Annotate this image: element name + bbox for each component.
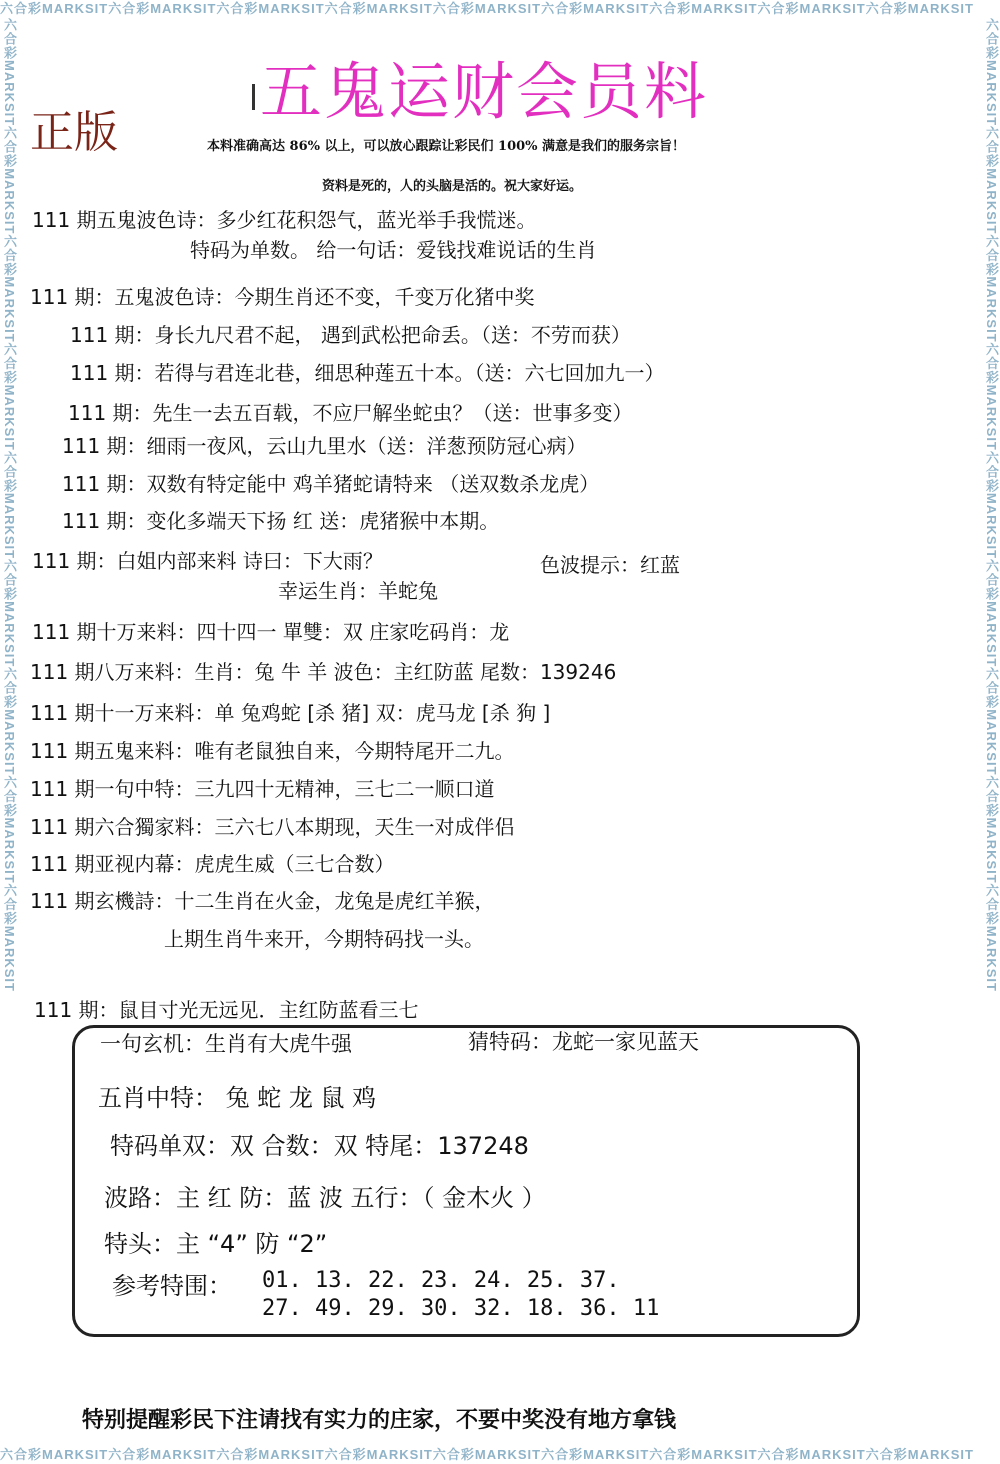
line-100k: 111 期十万来料：四十四一 單雙：双 庄家吃码肖：龙: [32, 620, 510, 644]
watermark-bottom: 六合彩MARKSIT六合彩MARKSIT六合彩MARKSIT六合彩MARKSIT六合彩MARKSIT六合彩MARKSIT六合彩MARKSIT六合彩MARKSIT六合彩MARKSIT: [0, 1447, 974, 1462]
page-title: 五鬼运财会员料: [260, 55, 709, 128]
box-ref-row1: 01. 13. 22. 23. 24. 25. 37.: [262, 1268, 620, 1293]
line-verse-5: 111 期：双数有特定能中 鸡羊猪蛇请特来 （送双数杀龙虎）: [62, 472, 600, 496]
line-lucky-zodiac: 幸运生肖：羊蛇兔: [278, 579, 438, 603]
accuracy-note: 本料准确高达 86% 以上，可以放心跟踪让彩民们 100% 满意是我们的服务宗旨！: [207, 139, 686, 154]
line-atv: 111 期亚视内幕：虎虎生威（三七合数）: [30, 852, 395, 876]
box-guess: 猜特码：龙蛇一家见蓝天: [468, 1030, 699, 1054]
watermark-left: 六合彩MARKSIT六合彩MARKSIT六合彩MARKSIT六合彩MARKSIT六合彩MARKSIT六合彩MARKSIT六合彩MARKSIT六合彩MARKSIT六合彩MARKSIT: [2, 18, 17, 992]
line-verse-4: 111 期：细雨一夜风，云山九里水（送：洋葱预防冠心病）: [62, 434, 587, 458]
line-odd-hint: 特码为单数。 给一句话：爱钱找难说话的生肖: [190, 238, 597, 262]
line-verse-2: 111 期：若得与君连北巷，细思种莲五十本。（送：六七回加九一）: [70, 361, 665, 385]
line-verse-1: 111 期：身长九尺君不起， 遇到武松把命丢。（送：不劳而获）: [70, 323, 631, 347]
line-rat-eye: 111 期：鼠目寸光无远见．主红防蓝看三七: [34, 998, 419, 1022]
box-ref-row2: 27. 49. 29. 30. 32. 18. 36. 11: [262, 1296, 660, 1321]
box-wave: 波路：主 红 防：蓝 波 五行：（ 金木火 ）: [104, 1184, 546, 1212]
box-ref-label: 参考特围：: [112, 1272, 232, 1300]
line-verse-3: 111 期：先生一去五百载，不应尸解坐蛇虫？（送：世事多变）: [68, 401, 633, 425]
title-divider: [252, 84, 255, 110]
line-110k: 111 期十一万来料：单 兔鸡蛇 [杀 猪] 双：虎马龙 [杀 狗 ]: [30, 701, 551, 725]
footer-warning: 特别提醒彩民下注请找有实力的庄家，不要中奖没有地方拿钱: [82, 1408, 677, 1433]
watermark-top: 六合彩MARKSIT六合彩MARKSIT六合彩MARKSIT六合彩MARKSIT六合彩MARKSIT六合彩MARKSIT六合彩MARKSIT六合彩MARKSIT六合彩MARKSIT: [0, 1, 974, 16]
good-luck-note: 资料是死的，人的头脑是活的。祝大家好运。: [322, 179, 583, 194]
line-mystery-poem: 111 期玄機詩：十二生肖在火金，龙兔是虎红羊猴，: [30, 889, 495, 913]
box-head: 特头：主 “4” 防 “2”: [104, 1230, 328, 1258]
box-riddle: 一句玄机：生肖有大虎牛强: [100, 1032, 352, 1056]
line-mystery-poem-2: 上期生肖牛来开，今期特码找一头。: [164, 927, 484, 951]
line-one-sentence: 111 期一句中特：三九四十无精神，三七二一顺口道: [30, 777, 495, 801]
box-odd-even: 特码单双：双 合数：双 特尾：137248: [110, 1132, 529, 1160]
box-five-zodiac: 五肖中特： 兔 蛇 龙 鼠 鸡: [98, 1084, 377, 1112]
genuine-badge: 正版: [30, 107, 118, 158]
line-wave-poem: 111 期五鬼波色诗：多少红花积怨气，蓝光举手我慌迷。: [32, 208, 537, 232]
line-verse-6: 111 期：变化多端天下扬 红 送：虎猪猴中本期。: [62, 509, 500, 533]
line-five-ghost: 111 期五鬼来料：唯有老鼠独自来，今期特尾开二九。: [30, 739, 515, 763]
line-baijie: 111 期：白姐内部来料 诗曰：下大雨？: [32, 549, 383, 573]
line-color-hint: 色波提示：红蓝: [540, 553, 680, 577]
line-liuhe: 111 期六合獨家料：三六七八本期现，天生一对成伴侣: [30, 815, 515, 839]
watermark-right: 六合彩MARKSIT六合彩MARKSIT六合彩MARKSIT六合彩MARKSIT六合彩MARKSIT六合彩MARKSIT六合彩MARKSIT六合彩MARKSIT六合彩MARKSIT: [984, 18, 999, 992]
line-80k: 111 期八万来料：生肖：兔 牛 羊 波色：主红防蓝 尾数：139246: [30, 660, 617, 684]
line-wave-poem-2: 111 期：五鬼波色诗：今期生肖还不变，千变万化猪中奖: [30, 285, 535, 309]
